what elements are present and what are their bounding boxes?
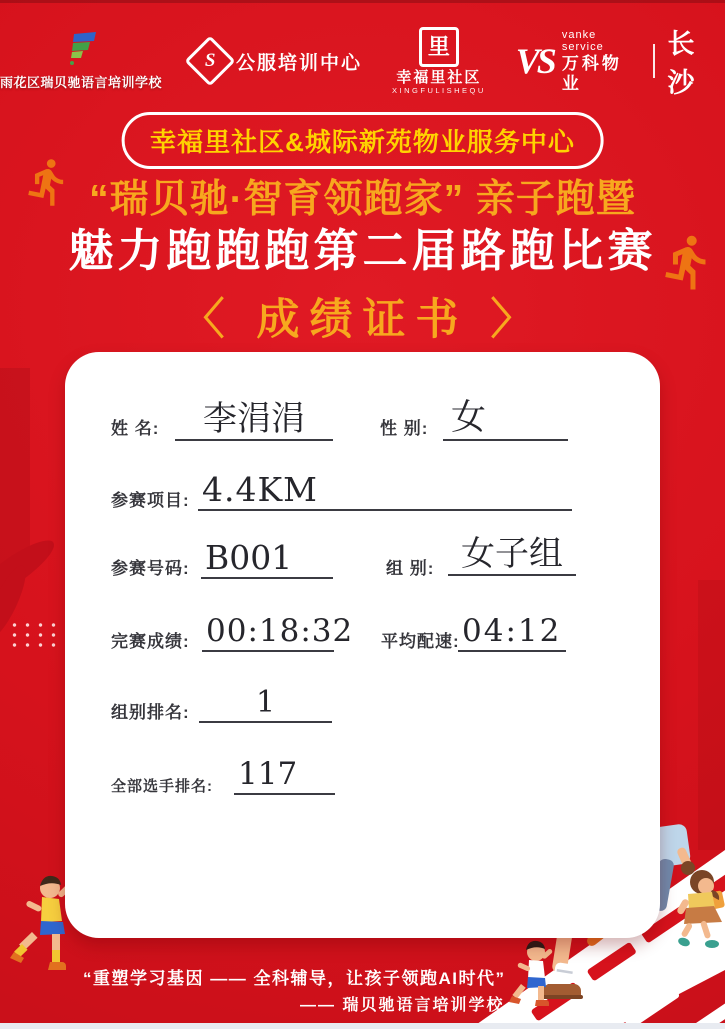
field-label-event: 参赛项目: <box>111 491 190 510</box>
dot-grid-decoration <box>8 620 62 652</box>
vanke-brand: vanke service 万科物业 <box>561 28 622 93</box>
field-label-group: 组 别: <box>386 559 435 578</box>
logo-ruibeichi-school <box>0 32 162 91</box>
field-label-gender: 性 别: <box>380 419 429 438</box>
logo-label: 幸福里社区 <box>396 69 482 87</box>
cartoon-runner-left-boy <box>10 876 72 970</box>
footer-slogan: “重塑学习基因 —— 全科辅导，让孩子领跑AI时代” <box>83 969 506 988</box>
bottom-edge-strip <box>0 1023 725 1029</box>
field-value-group-rank: 1 <box>199 680 332 723</box>
field-label-group-rank: 组别排名: <box>111 703 190 722</box>
field-label-bib-number: 参赛号码: <box>111 559 190 578</box>
building-silhouette-left <box>0 368 30 568</box>
flag-icon <box>64 32 98 70</box>
certificate-heading: 〈 成绩证书 〉 <box>181 296 544 344</box>
certificate-card <box>65 352 660 938</box>
header-logos <box>0 22 725 100</box>
divider <box>653 44 655 78</box>
li-square-icon: 里 <box>419 27 459 67</box>
logo-label: 雨花区瑞贝驰语言培训学校 <box>0 74 163 90</box>
field-value-gender: 女 <box>443 394 568 441</box>
field-label-name: 姓 名: <box>111 419 160 438</box>
logo-vanke-service <box>516 22 725 100</box>
s-diamond-icon: S <box>185 36 236 87</box>
field-value-bib-number: B001 <box>201 534 333 579</box>
logo-label: 公服培训中心 <box>236 52 363 74</box>
field-label-overall-rank: 全部选手排名: <box>111 778 213 795</box>
field-label-avg-pace: 平均配速: <box>381 632 460 651</box>
building-silhouette-right <box>698 580 725 850</box>
field-value-name: 李涓涓 <box>175 394 333 441</box>
organizer-banner: 幸福里社区&城际新苑物业服务中心 <box>121 112 604 169</box>
vanke-city: 长沙 <box>667 29 697 98</box>
vanke-vs-icon: VS <box>515 41 554 81</box>
logo-gongfu-training-center <box>192 43 362 79</box>
footer-signature: —— 瑞贝驰语言培训学校 <box>300 997 505 1014</box>
field-value-avg-pace: 04:12 <box>458 607 566 652</box>
logo-sublabel: XINGFULISHEQU <box>392 85 486 95</box>
field-value-event: 4.4KM <box>198 466 572 511</box>
logo-xingfuli-community <box>392 27 486 95</box>
field-value-finish-time: 00:18:32 <box>202 607 334 652</box>
event-title-line1: “瑞贝驰·智育领跑家” 亲子跑暨 <box>89 178 636 221</box>
event-title-line2: 魅力跑跑跑第二届路跑比赛 <box>68 225 657 276</box>
field-value-group: 女子组 <box>448 527 576 576</box>
field-label-finish-time: 完赛成绩: <box>111 632 190 651</box>
field-value-overall-rank: 117 <box>234 751 335 795</box>
